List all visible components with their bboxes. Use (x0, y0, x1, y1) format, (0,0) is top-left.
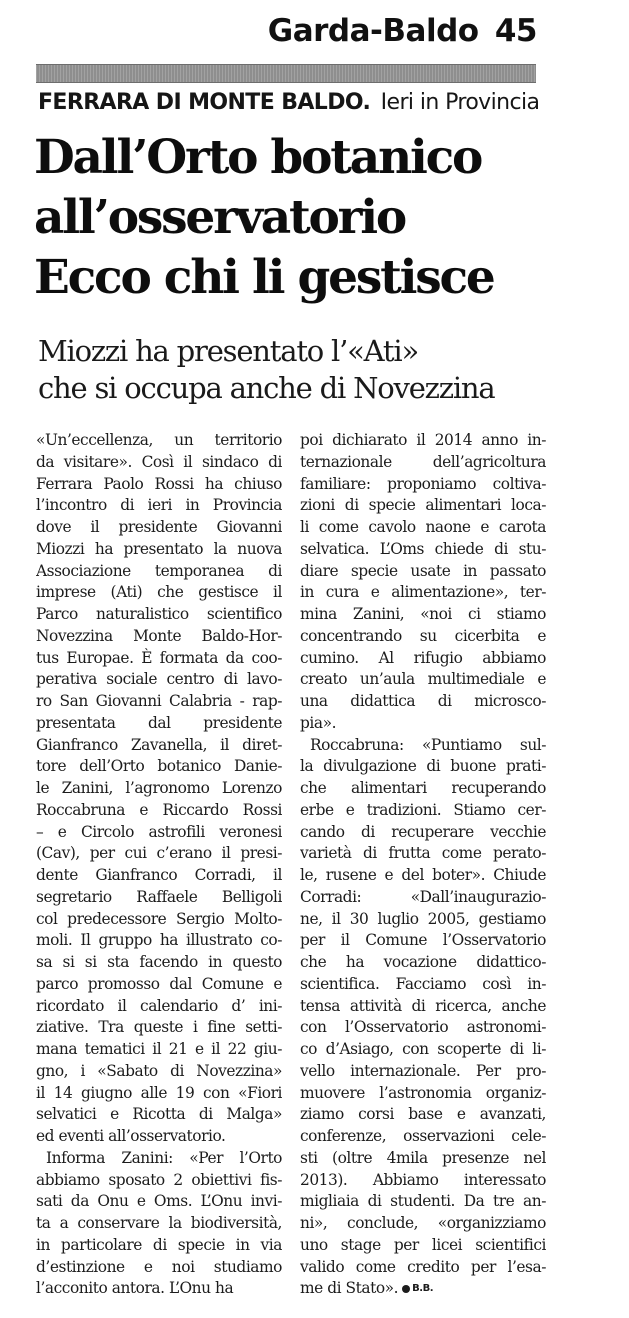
headline-line: Ecco chi li gestisce (34, 250, 494, 305)
article-line: Corradi: «Dall’inaugurazio- (300, 887, 546, 906)
article-line: la divulgazione di buone prati- (300, 757, 546, 776)
article-line: ne, il 30 luglio 2005, gestiamo (300, 909, 546, 928)
article-line: dente Gianfranco Corradi, il (36, 866, 282, 884)
article-line: Parco naturalistico scientifico (36, 605, 282, 623)
headline (34, 128, 594, 308)
article-line: ta a conservare la biodiversità, (36, 1214, 282, 1232)
author-signature: B.B. (412, 1283, 434, 1295)
article-line: una didattica di microsco- (300, 692, 546, 710)
article-column-left (36, 430, 282, 1300)
article-line: migliaia di studenti. Da tre an- (300, 1192, 546, 1211)
article-body (36, 430, 546, 1300)
article-line: che ha vocazione didattico- (300, 953, 546, 971)
article-line: 2013). Abbiamo interessato (300, 1170, 546, 1189)
article-line: abbiamo sposato 2 obiettivi fis- (36, 1170, 282, 1189)
article-line: erbe e tradizioni. Stiamo cer- (300, 800, 546, 819)
article-line: selvatici e Ricotta di Malga» (36, 1105, 282, 1124)
article-line: Miozzi ha presentato la nuova (36, 539, 282, 558)
article-line: «Un’eccellenza, un territorio (36, 431, 282, 449)
header-rule (36, 64, 536, 83)
article-line: cumino. Al rifugio abbiamo (300, 648, 546, 667)
article-column-right (300, 430, 546, 1300)
article-line: pia». (300, 713, 337, 732)
article-line: in cura e alimentazione», ter- (300, 583, 546, 602)
article-line: me di Stato». B.B. (300, 1279, 434, 1298)
article-line: Roccabruna e Riccardo Rossi (36, 800, 282, 819)
article-line: mina Zanini, «noi ci stiamo (300, 605, 546, 623)
article-line: diare specie usate in passato (300, 561, 546, 580)
article-line: tore dell’Orto botanico Danie- (36, 757, 282, 776)
headline-line: Dall’Orto botanico (34, 130, 482, 185)
article-line: valido come credito per l’esa- (300, 1257, 546, 1276)
kicker (38, 89, 539, 117)
article-line: li come cavolo naone e carota (300, 518, 546, 536)
article-line: uno stage per licei scientifici (300, 1235, 546, 1254)
article-line: tensa attività di ricerca, anche (300, 996, 546, 1015)
article-line: segretario Raffaele Belligoli (36, 887, 282, 906)
headline-line: all’osservatorio (34, 190, 406, 245)
article-line: sati da Onu e Oms. L’Onu invi- (36, 1192, 282, 1211)
page-header (268, 14, 537, 48)
article-line: familiare: proponiamo coltiva- (300, 474, 546, 493)
article-line: concentrando su cicerbita e (300, 626, 546, 645)
article-line: gno, i «Sabato di Novezzina» (36, 1061, 282, 1080)
article-line: in particolare di specie in via (36, 1235, 282, 1254)
article-line: ziative. Tra queste i fine setti- (36, 1018, 282, 1037)
article-line: co d’Asiago, con scoperte di li- (300, 1040, 546, 1058)
article-line: tus Europae. È formata da coo- (36, 648, 282, 667)
article-line: (Cav), per cui c’erano il presi- (36, 844, 282, 863)
article-line: ternazionale dell’agricoltura (300, 452, 546, 471)
article-line: Roccabruna: «Puntiamo sul- (310, 735, 546, 754)
article-line: l’acconito antora. L’Onu ha (36, 1279, 234, 1298)
article-line: l’incontro di ieri in Provincia (36, 496, 282, 515)
article-line: imprese (Ati) che gestisce il (36, 583, 282, 602)
article-line: scientifica. Facciamo così in- (300, 974, 546, 993)
article-line: sti (oltre 4mila presenze nel (300, 1148, 546, 1167)
article-line: ricordato il calendario d’ ini- (36, 996, 282, 1015)
signature-bullet-icon (402, 1285, 410, 1293)
subheadline-line: Miozzi ha presentato l’«Ati» (38, 334, 418, 368)
kicker-place: FERRARA DI MONTE BALDO. (38, 90, 371, 115)
article-line: il 14 giugno alle 19 con «Fiori (36, 1083, 282, 1102)
article-line: ro San Giovanni Calabria - rap- (36, 692, 282, 710)
article-line: Associazione temporanea di (36, 561, 282, 580)
article-line: sa si si sta facendo in questo (36, 953, 282, 971)
subheadline-line: che si occupa anche di Novezzina (38, 371, 495, 405)
article-line: cando di recuperare vecchie (300, 822, 546, 841)
article-line: Novezzina Monte Baldo-Hor- (36, 626, 282, 645)
article-line: presentata dal presidente (36, 713, 282, 732)
article-line: parco promosso dal Comune e (36, 974, 282, 993)
page-number: 45 (494, 13, 537, 49)
article-line: conferenze, osservazioni cele- (300, 1127, 546, 1145)
article-line: per il Comune l’Osservatorio (300, 931, 546, 950)
article-line: Ferrara Paolo Rossi ha chiuso (36, 474, 282, 493)
article-line: dove il presidente Giovanni (36, 518, 282, 536)
article-line: Informa Zanini: «Per l’Orto (46, 1148, 282, 1167)
article-line: creato un’aula multimediale e (300, 670, 546, 689)
article-line: ziamo corsi base e avanzati, (300, 1105, 546, 1124)
article-line: d’estinzione e noi studiamo (36, 1257, 282, 1276)
article-line: poi dichiarato il 2014 anno in- (300, 431, 546, 449)
kicker-section: Ieri in Provincia (380, 90, 540, 115)
subheadline (38, 333, 598, 407)
article-line: – e Circolo astrofili veronesi (36, 822, 282, 841)
article-line: varietà di frutta come perato- (300, 844, 546, 863)
article-line: mana tematici il 21 e il 22 giu- (36, 1040, 282, 1058)
article-line: muovere l’astronomia organiz- (300, 1083, 546, 1102)
article-line: da visitare». Così il sindaco di (36, 452, 282, 471)
article-line: moli. Il gruppo ha illustrato co- (36, 931, 282, 950)
article-line: ni», conclude, «organizziamo (300, 1214, 546, 1232)
article-line: vello internazionale. Per pro- (300, 1061, 546, 1080)
article-line: che alimentari recuperando (300, 779, 546, 797)
article-line: zioni di specie alimentari loca- (300, 496, 546, 515)
article-line: ed eventi all’osservatorio. (36, 1127, 226, 1145)
article-line: le Zanini, l’agronomo Lorenzo (36, 779, 282, 797)
article-line: selvatica. L’Oms chiede di stu- (300, 539, 546, 558)
article-line: le, rusene e del boter». Chiude (300, 866, 546, 884)
section-name: Garda-Baldo (267, 13, 479, 49)
article-line: Gianfranco Zavanella, il diret- (36, 735, 282, 754)
article-line: con l’Osservatorio astronomi- (300, 1018, 546, 1037)
article-line: col predecessore Sergio Molto- (36, 909, 282, 928)
article-line: perativa sociale centro di lavo- (36, 670, 282, 689)
